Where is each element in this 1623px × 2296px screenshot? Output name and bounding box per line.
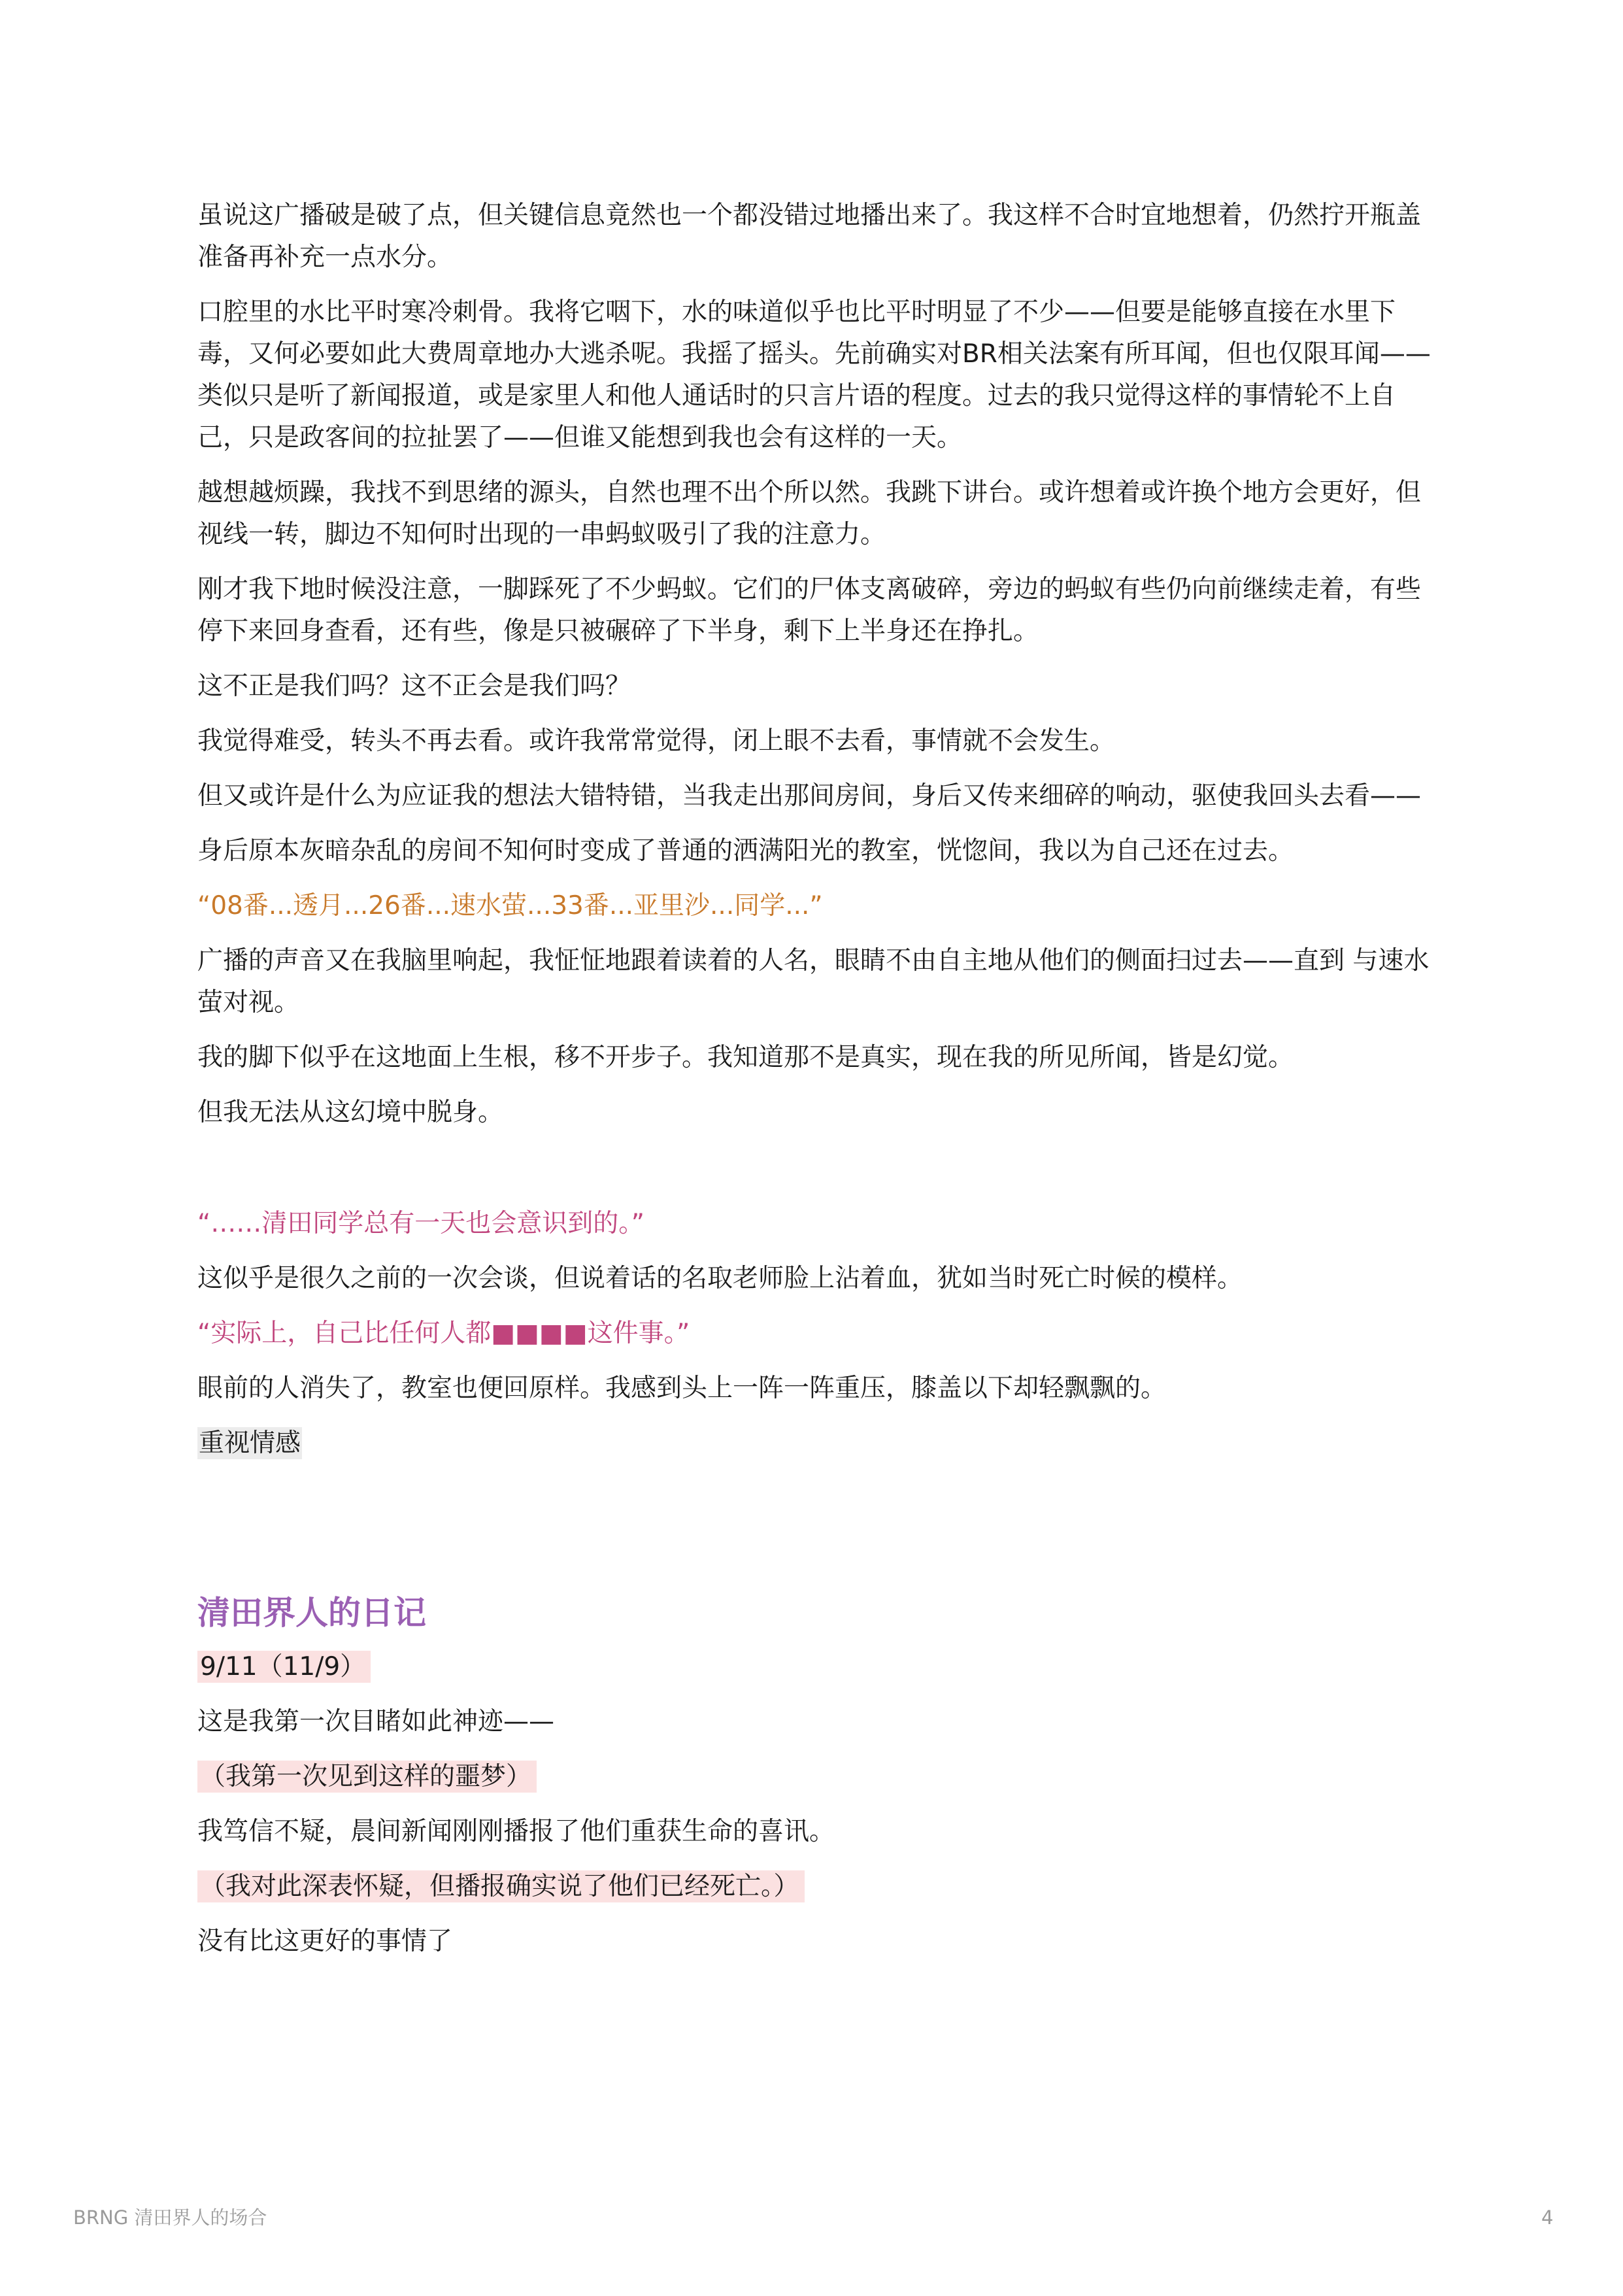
section-spacer [197,1477,1439,1590]
paragraph: 口腔里的水比平时寒冷刺骨。我将它咽下，水的味道似乎也比平时明显了不少——但要是能够直接在水里下毒，又何必要如此大费周章地办大逃杀呢。我摇了摇头。先前确实对BR相关法案有所耳闻，但也仅限耳闻——类似只是听了新闻报道，或是家里人和他人通话时的只言片语的程度。过去的我只觉得这样的事情轮不上自己，只是政客间的拉扯罢了——但谁又能想到我也会有这样的一天。 [197,297,1431,452]
tag-label: 重视情感 [199,1428,301,1458]
diary-date: 9/11（11/9） [197,1651,371,1683]
teacher-quote: “……清田同学总有一天也会意识到的。” [197,1209,644,1238]
paragraph: 这似乎是很久之前的一次会谈，但说着话的名取老师脸上沾着血，犹如当时死亡时候的模样。 [197,1264,1243,1293]
diary-line-highlighted: （我第一次见到这样的噩梦） [197,1761,537,1793]
paragraph: 虽说这广播破是破了点，但关键信息竟然也一个都没错过地播出来了。我这样不合时宜地想着，仍然拧开瓶盖准备再补充一点水分。 [197,201,1422,272]
diary-line: 我笃信不疑，晨间新闻刚刚播报了他们重获生命的喜讯。 [197,1817,835,1846]
diary-line-highlighted: （我对此深表怀疑，但播报确实说了他们已经死亡。） [197,1870,805,1902]
paragraph: 但又或许是什么为应证我的想法大错特错，当我走出那间房间，身后又传来细碎的响动，驱使我回头去看—— [197,781,1422,811]
paragraph: 眼前的人消失了，教室也便回原样。我感到头上一阵一阵重压，膝盖以下却轻飘飘的。 [197,1374,1167,1403]
paragraph: 我觉得难受，转头不再去看。或许我常常觉得，闭上眼不去看，事情就不会发生。 [197,726,1116,756]
diary-line: 这是我第一次目睹如此神迹—— [197,1707,555,1736]
paragraph: 刚才我下地时候没注意，一脚踩死了不少蚂蚁。它们的尸体支离破碎，旁边的蚂蚁有些仍向前继续走着，有些停下来回身查看，还有些，像是只被碾碎了下半身，剩下上半身还在挣扎。 [197,575,1422,646]
paragraph: 但我无法从这幻境中脱身。 [197,1098,504,1127]
section-spacer [197,1147,1439,1203]
page-number: 4 [1541,2206,1554,2229]
paragraph: 我的脚下似乎在这地面上生根，移不开步子。我知道那不是真实，现在我的所见所闻，皆是幻觉。 [197,1043,1294,1072]
broadcast-quote: “08番...透月...26番...速水萤...33番...亚里沙...同学...” [197,891,823,920]
diary-heading: 清田界人的日记 [197,1594,426,1632]
diary-line: 没有比这更好的事情了 [197,1927,453,1956]
teacher-quote: “实际上，自己比任何人都■■■■这件事。” [197,1319,690,1348]
page-content [197,195,1439,1976]
paragraph: 越想越烦躁，我找不到思绪的源头，自然也理不出个所以然。我跳下讲台。或许想着或许换个地方会更好，但视线一转，脚边不知何时出现的一串蚂蚁吸引了我的注意力。 [197,478,1422,549]
paragraph: 身后原本灰暗杂乱的房间不知何时变成了普通的洒满阳光的教室，恍惚间，我以为自己还在过去。 [197,836,1294,866]
paragraph: 这不正是我们吗？这不正会是我们吗？ [197,671,631,701]
paragraph: 广播的声音又在我脑里响起，我怔怔地跟着读着的人名，眼睛不由自主地从他们的侧面扫过去——直到 与速水萤对视。 [197,946,1430,1017]
footer-title: BRNG 清田界人的场合 [73,2206,267,2229]
